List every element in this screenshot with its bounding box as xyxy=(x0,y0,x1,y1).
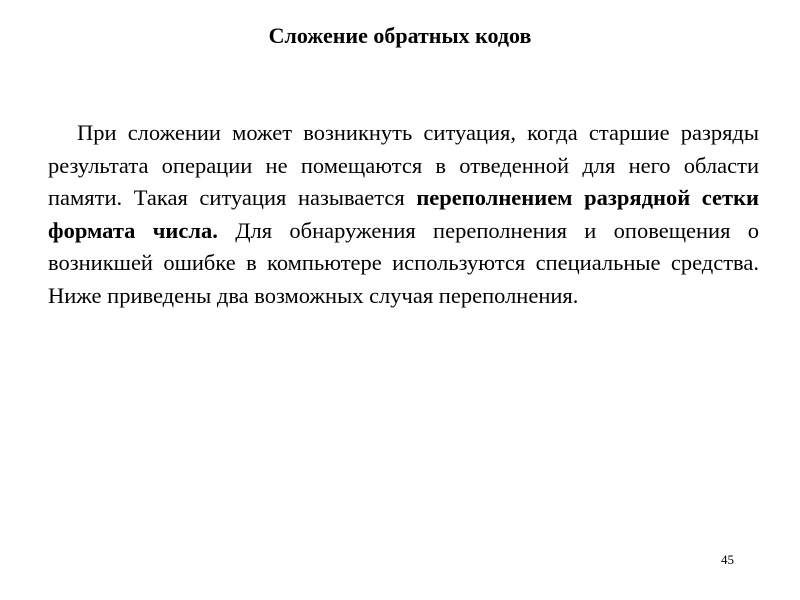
page-number: 45 xyxy=(721,552,734,567)
body-paragraph xyxy=(48,117,759,312)
paragraph-text-before: При сложении может возникнуть ситуация, когда старшие разряды результата операции не помещаются в отведенной для него области памяти. Такая ситуация называется xyxy=(48,120,759,210)
key-term: переполнением разрядной сетки формата числа. xyxy=(48,185,759,243)
paragraph-text-after: Для обнаружения переполнения и оповещения о возникшей ошибке в компьютере используются специальные средства. Ниже приведены два возможных случая переполнения. xyxy=(48,217,759,308)
slide-title: Сложение обратных кодов xyxy=(268,23,532,48)
